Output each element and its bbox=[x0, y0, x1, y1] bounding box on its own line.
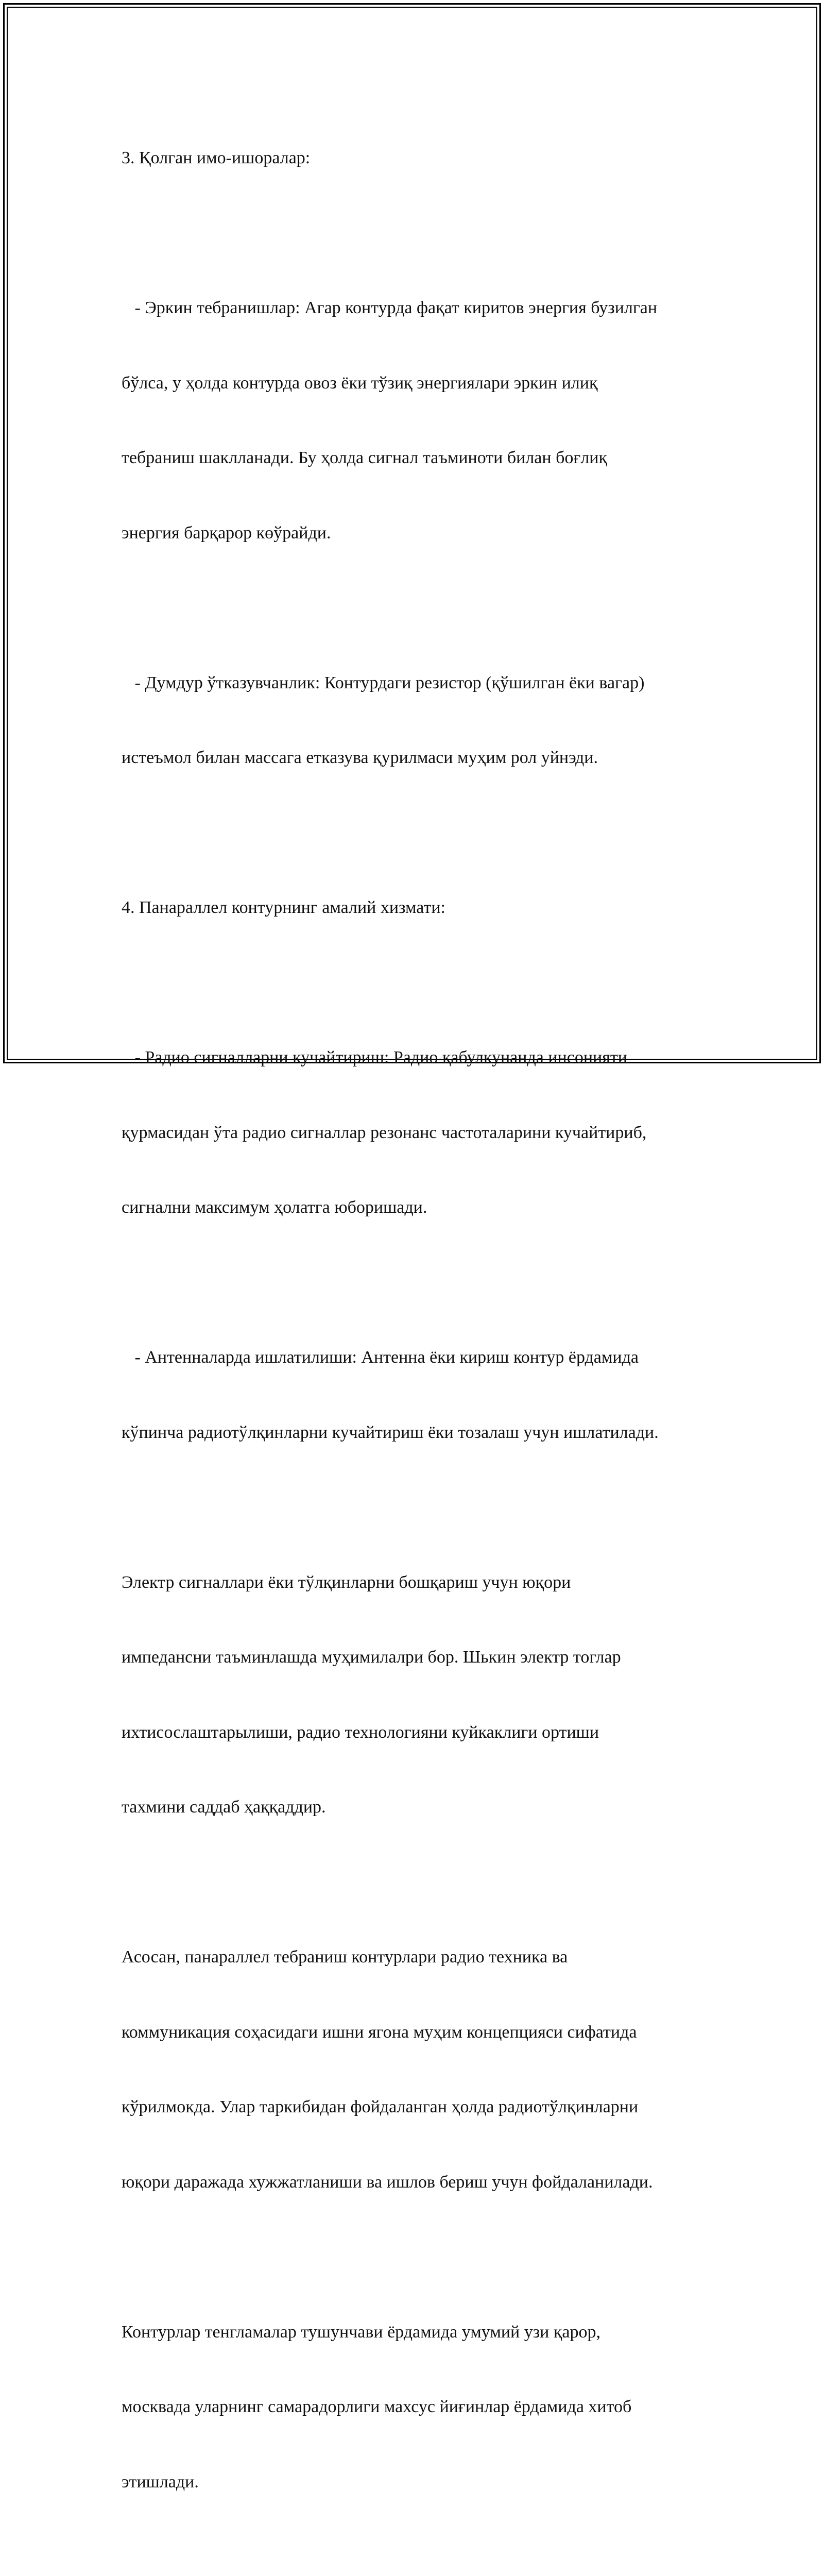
paragraph-conductivity bbox=[122, 621, 714, 821]
text-line: - Радио сигналларни кучайтириш: Радио қабулкунанда инсонияти bbox=[122, 1045, 714, 1071]
text-line: Асосан, панараллел тебраниш контурлари радио техника ва bbox=[122, 1945, 714, 1970]
text-line: тебраниш шаклланади. Бу ҳолда сигнал таъминоти билан боғлиқ bbox=[122, 446, 714, 471]
text-line: - Антенналарда ишлатилиши: Антенна ёки кириш контур ёрдамида bbox=[122, 1345, 714, 1370]
text-line: қурмасидан ўта радио сигналлар резонанс частоталарини кучайтириб, bbox=[122, 1121, 714, 1146]
document-body bbox=[122, 96, 714, 2576]
paragraph-remaining-gestures-heading bbox=[122, 96, 714, 221]
text-line: тахмини саддаб ҳаққаддир. bbox=[122, 1795, 714, 1820]
text-line: 3. Қолган имо-ишоралар: bbox=[122, 146, 714, 171]
text-line: кўрилмокда. Улар таркибидан фойдаланган ҳолда радиотўлқинларни bbox=[122, 2095, 714, 2120]
paragraph-electric-signals bbox=[122, 1520, 714, 1870]
text-line: ихтисослаштарылиши, радио технологияни куйкаклиги ортиши bbox=[122, 1720, 714, 1745]
text-line: импедансни таъминлашда муҳимилалри бор. Шькин электр тоглар bbox=[122, 1645, 714, 1670]
paragraph-radio-amplification bbox=[122, 995, 714, 1270]
text-line: кўпинча радиотўлқинларни кучайтириш ёки тозалаш учун ишлатилади. bbox=[122, 1420, 714, 1446]
paragraph-summary bbox=[122, 1895, 714, 2245]
paragraph-new-concepts bbox=[122, 2570, 714, 2576]
paragraph-contour-equations bbox=[122, 2270, 714, 2545]
text-line: энергия барқарор көўрайди. bbox=[122, 521, 714, 546]
paragraph-free-oscillations bbox=[122, 246, 714, 596]
text-line: 4. Панараллел контурнинг амалий хизмати: bbox=[122, 895, 714, 921]
text-line: - Эркин тебранишлар: Агар контурда фақат киритов энергия бузилган bbox=[122, 296, 714, 321]
text-line: Контурлар тенгламалар тушунчави ёрдамида умумий узи қарор, bbox=[122, 2320, 714, 2345]
text-line: - Думдур ўтказувчанлик: Контурдаги резистор (қўшилган ёки вагар) bbox=[122, 671, 714, 696]
text-line: юқори даражада хужжатланиши ва ишлов бериш учун фойдаланилади. bbox=[122, 2170, 714, 2195]
text-line: бўлса, у ҳолда контурда овоз ёки тўзиқ энергиялари эркин илиқ bbox=[122, 371, 714, 396]
text-line: москвада уларнинг самарадорлиги махсус йиғинлар ёрдамида хитоб bbox=[122, 2395, 714, 2420]
text-line: сигнални максимум ҳолатга юборишади. bbox=[122, 1195, 714, 1221]
text-line: Электр сигналлари ёки тўлқинларни бошқариш учун юқори bbox=[122, 1570, 714, 1596]
text-line: коммуникация соҳасидаги ишни ягона муҳим концепцияси сифатида bbox=[122, 2020, 714, 2045]
paragraph-practical-service-heading bbox=[122, 845, 714, 971]
text-line: этишлади. bbox=[122, 2470, 714, 2495]
text-line: истеъмол билан массага етказува қурилмаси муҳим рол уйнэди. bbox=[122, 745, 714, 771]
paragraph-antennas bbox=[122, 1295, 714, 1495]
